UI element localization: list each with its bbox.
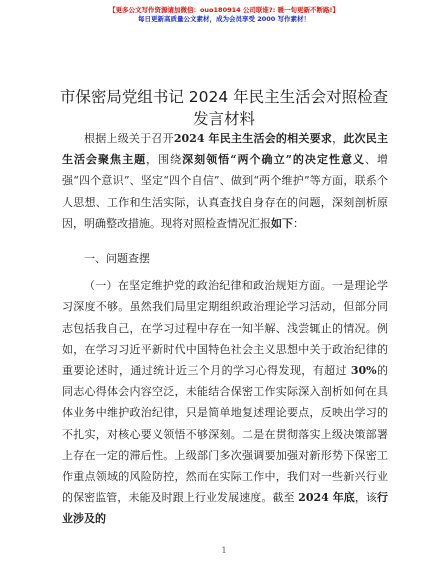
page-number: 1: [221, 546, 227, 555]
promo-banner: [0, 6, 448, 24]
promo-banner-line2: 每日更新高质量公文素材，成为会员享受 2000 写作素材！: [137, 15, 311, 23]
document-title-line1: 市保密局党组书记 2024 年民主生活会对照检查: [59, 88, 389, 106]
intro-text-7: 、增强“四个意识”、坚定“四个自信”、做到“两个维护”等方面，联系个人思想、工作和生活实际，认真查找自身存在的问题，深刻剖析原因，明确整改措施。现将对照检查情况汇报: [62, 153, 389, 230]
intro-text-4: 此次民主生活会聚焦主题: [62, 132, 389, 167]
intro-text-3: ，: [332, 132, 344, 145]
document-title: [50, 86, 398, 130]
para-text-6: 行业涉及的: [62, 491, 389, 526]
intro-text-1: 根据上级关于召开: [84, 132, 174, 145]
intro-text-8: 如下: [271, 216, 293, 230]
para-text-3: 的同志心得体会内容空泛，未能结合保密工作实际深入剖析如何在具体业务中维护政治纪律，只是简单地复述理论要点，反映出学习的不扎实，对核心要义领悟不够深刻。二是在贯彻落实上级决策部署上存在一定的滞后性。上级部门多次强调要加强对新形势下保密工作重点领域的风险防控，然而在实际工作中，我们对一些新兴行业的保密监管，未能及时跟上行业发展速度。截至: [62, 364, 389, 505]
intro-text-6: 深刻领悟“两个确立”的决定性意义: [182, 153, 365, 167]
para-text-4: 2024 年底: [298, 491, 355, 505]
para-text-1: （一）在坚定维护党的政治纪律和政治规矩方面。一是理论学习深度不够。虽然我们局里定期组织政治理论学习活动，但部分同志包括我自己，在学习过程中存在一知半解、浅尝辄止的情况。例如，在学习习近平新时代中国特色社会主义思想中关于政治纪律的重要论述时，通过统计近三个月的学习心得发现，有超过: [62, 279, 388, 378]
section-heading: 一、问题查摆: [84, 252, 150, 266]
para-text-5: ，该: [354, 491, 378, 505]
promo-banner-line1: 【更多公文写作资源请加微信：ouo180914 公司联谁?: 暖一旬更新不断路!】: [108, 6, 340, 14]
document-title-line2: 发言材料: [192, 110, 255, 128]
document-body: [62, 128, 388, 530]
intro-paragraph: [62, 128, 388, 234]
section-paragraph: [62, 275, 388, 529]
para-text-2: 30%: [350, 364, 377, 378]
intro-text-5: ，围绕: [146, 153, 183, 167]
intro-text-9: ：: [293, 216, 304, 230]
intro-text-2: 2024 年民主生活会的相关要求: [173, 132, 333, 145]
